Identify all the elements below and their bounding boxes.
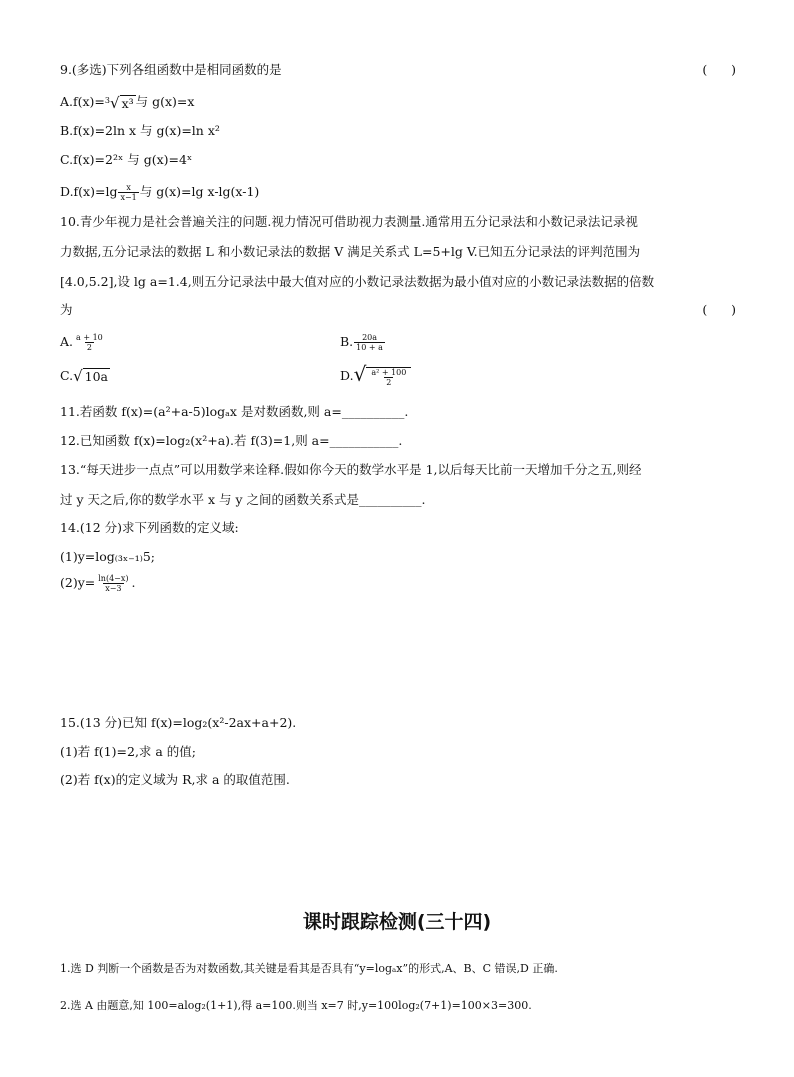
square-root: √ 10a: [73, 367, 109, 385]
q14-part-2: (2)y= $\frac{\ln(4-x)}{x-3}$ .: [60, 574, 136, 593]
q15-part-2: (2)若 f(x)的定义域为 R,求 a 的取值范围.: [60, 772, 290, 787]
q9-stem: 9.(多选)下列各组函数中是相同函数的是: [60, 62, 282, 77]
q10-option-c: C.√ 10a: [60, 367, 109, 385]
section-title: 课时跟踪检测(三十四): [302, 911, 492, 933]
q14-part-1: (1)y=log₍₃ₓ₋₁₎5;: [60, 549, 155, 564]
answer-1: 1.选 D 判断一个函数是否为对数函数,其关键是看其是否具有“y=logₐx”的形式,A、B、C 错误,D 正确.: [60, 962, 558, 975]
q9-option-b: B.f(x)=2ln x 与 g(x)=ln x²: [60, 123, 220, 138]
q15-part-1: (1)若 f(1)=2,求 a 的值;: [60, 744, 197, 759]
q9-option-a: A.f(x)=$^3$√ x³ 与 g(x)=x: [60, 94, 195, 113]
q13-line-1: 13.“每天进步一点点”可以用数学来诠释.假如你今天的数学水平是 1,以后每天比前一天增加千分之五,则经: [60, 462, 642, 477]
fraction: $\frac{\ln(4-x)}{x-3}$: [98, 574, 129, 593]
q10-option-a: A. $\frac{a + 10}{2}$: [60, 333, 103, 352]
q9-option-d: D.f(x)=lg $\frac{x}{x-1}$ 与 g(x)=lg x-lg(x-1): [60, 183, 260, 202]
q9-option-c: C.f(x)=2²ˣ 与 g(x)=4ˣ: [60, 152, 193, 167]
q10-answer-paren: ( ): [702, 302, 736, 317]
q10-option-b: B. $\frac{20a}{10 + a}$: [340, 333, 383, 352]
q9-answer-paren: ( ): [702, 62, 736, 77]
q11: 11.若函数 f(x)=(a²+a-5)logₐx 是对数函数,则 a=__________.: [60, 404, 409, 419]
q15-stem: 15.(13 分)已知 f(x)=log₂(x²-2ax+a+2).: [60, 715, 297, 730]
q14-stem: 14.(12 分)求下列函数的定义域:: [60, 520, 239, 535]
q10-line-1: 10.青少年视力是社会普遍关注的问题.视力情况可借助视力表测量.通常用五分记录法和小数记录法记录视: [60, 214, 638, 229]
q13-line-2: 过 y 天之后,你的数学水平 x 与 y 之间的函数关系式是__________.: [60, 492, 426, 507]
fraction: $\frac{a + 10}{2}$: [76, 333, 103, 352]
q10-option-d: D.√ $\frac{\text{a² + 100}}{2}$: [340, 366, 411, 387]
square-root: √ $\frac{\text{a² + 100}}{2}$: [354, 366, 412, 387]
fraction: $\frac{\text{a² + 100}}{2}$: [371, 368, 407, 387]
q10-line-4: 为: [60, 302, 73, 317]
cube-root: $^3$√ x³: [104, 94, 134, 113]
q10-line-2: 力数据,五分记录法的数据 L 和小数记录法的数据 V 满足关系式 L=5+lg V.已知五分记录法的评判范围为: [60, 244, 641, 259]
answer-2: 2.选 A 由题意,知 100=alog₂(1+1),得 a=100.则当 x=7 时,y=100log₂(7+1)=100×3=300.: [60, 999, 532, 1012]
fraction: $\frac{20a}{10 + a}$: [356, 333, 383, 352]
fraction: $\frac{x}{x-1}$: [120, 183, 137, 202]
q12: 12.已知函数 f(x)=log₂(x²+a).若 f(3)=1,则 a=___________.: [60, 433, 403, 448]
q10-line-3: [4.0,5.2],设 lg a=1.4,则五分记录法中最大值对应的小数记录法数据为最小值对应的小数记录法数据的倍数: [60, 274, 655, 289]
